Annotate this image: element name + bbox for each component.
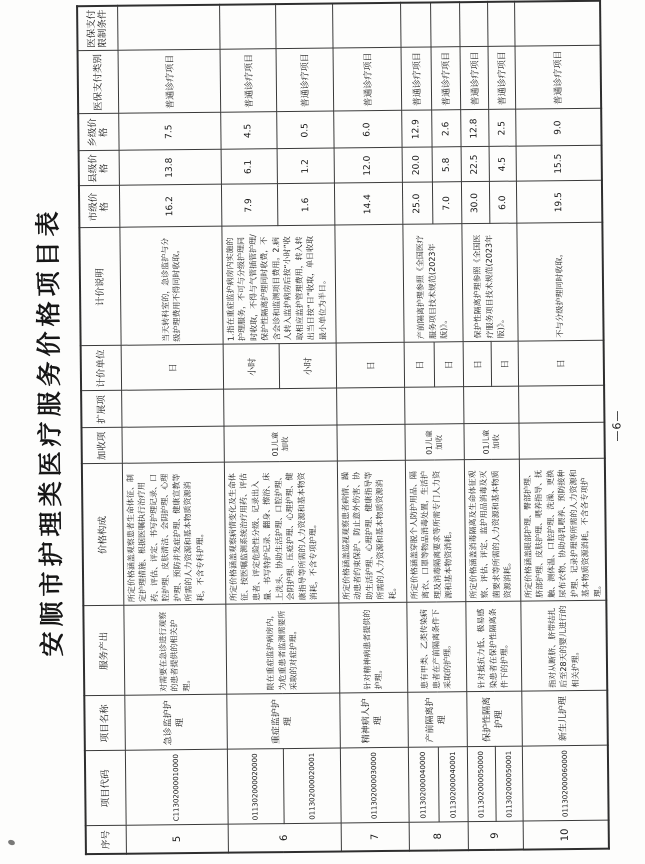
cell-r8b-city-price: 7.0	[432, 182, 461, 224]
cell-r8a-unit: 日	[404, 342, 434, 387]
col-header-unit: 计价单位	[81, 346, 121, 391]
col-header-pay-limit: 医保支付限制条件	[77, 6, 117, 51]
cell-r5-unit: 日	[121, 345, 223, 391]
cell-r8-note: 产前隔离护理参照《全国医疗服务项目技术规范(2023年版)》。	[402, 224, 462, 343]
cell-r5-name: 急诊监护护理	[124, 695, 227, 751]
cell-r9a-county-price: 22.5	[461, 147, 489, 182]
cell-r6a-code: 011302000020000	[227, 749, 284, 825]
cell-r9-output: 针对抵抗力低、极易感染患者在保护性隔离条件下的护理。	[465, 602, 521, 693]
cell-r5-surcharge	[121, 427, 223, 464]
cell-r10-extension	[518, 386, 604, 424]
col-header-extension: 扩展项	[81, 391, 121, 428]
cell-r10-county-price: 15.5	[516, 146, 602, 182]
cell-r5-no: 5	[126, 825, 228, 854]
cell-r7-unit: 日	[336, 343, 404, 389]
cell-r5-output: 对需要在急诊进行观察的患者提供的相关护理。	[123, 605, 226, 696]
cell-r8b-code: 011302000040001	[438, 747, 468, 822]
cell-r6a-pay-limit	[219, 4, 275, 50]
cell-r7-composition: 所定价格涵盖巡视观察患者病情、躁动患者约束保护、防止意外伤害、协助生活护理、心理护理、健康指导等所需的人力资源和基本物质资源消耗。	[337, 461, 406, 604]
cell-r6b-county-price: 1.2	[277, 149, 334, 185]
cell-r8a-city-price: 25.0	[402, 182, 432, 224]
cell-r10-note: 不与分级护理同时收取。	[516, 223, 603, 342]
cell-r6b-pay-type: 普通诊疗项目	[276, 49, 334, 113]
cell-r6-extension	[223, 389, 336, 427]
cell-r8b-pay-type: 普通诊疗项目	[431, 47, 461, 110]
price-table	[76, 0, 610, 855]
cell-r8-surcharge: 01儿童加收	[404, 424, 463, 461]
table-row	[332, 3, 409, 852]
cell-r6a-city-price: 7.9	[221, 184, 277, 227]
cell-r9b-unit: 日	[491, 342, 518, 387]
cell-r6-output: 限在重症监护病房内，为危重患者监测需要所采取的对症护理。	[225, 603, 339, 694]
cell-r9a-unit: 日	[463, 342, 491, 387]
cell-r6a-county-price: 6.1	[221, 149, 277, 185]
cell-r10-city-price: 19.5	[516, 181, 602, 224]
col-header-name: 项目名称	[84, 696, 125, 751]
cell-r10-pay-limit	[514, 1, 600, 47]
cell-r10-pay-type: 普通诊疗项目	[515, 46, 602, 110]
cell-r5-county-price: 13.8	[119, 150, 221, 186]
cell-r8a-code: 011302000040000	[408, 747, 439, 822]
cell-r6-no: 6	[228, 823, 341, 852]
cell-r9-composition: 所定价格涵盖消毒隔离及生命体征观察、评估、评定、监护用品消毒及灭菌要求等所需的人力资源和基本物质资源消耗。	[464, 460, 520, 603]
cell-r6a-unit: 小时	[223, 344, 279, 390]
cell-r9b-county-price: 4.5	[489, 147, 516, 182]
cell-r9b-code: 011302000050001	[495, 747, 523, 822]
cell-r6-composition: 所定价格涵盖观察病情变化及生命体征、按医嘱监测系统治疗用药、评估患者、评定危险性分级、记录出入量、书写特护记录、翻身、擦浴、床上洗头、协助生活护理、口腔护理、会阴护理、压疮护理、心理护理、健康指导等所需的人力资源和基本物资消耗，不含专项护理。	[224, 461, 338, 604]
col-header-output: 服务产出	[83, 606, 124, 696]
cell-r9-surcharge: 01儿童加收	[463, 424, 518, 461]
cell-r6-note: 1.指在重症监护病房内实施的护理服务，不可与分级护理同时收取，不得与气管插管护理/保护性隔离护理同时收费，不含会诊和监测项目费用。2.病人转入监护病房后按“小时”收取相应监护管理费用，转入转出当日按“日”收取，单日收取最小单位为半日。	[221, 226, 335, 345]
page-title: 安顺市护理类医疗服务价格项目表	[33, 206, 67, 657]
cell-r8b-pay-limit	[430, 2, 459, 47]
table-row	[219, 4, 284, 853]
cell-r10-code: 011302000060000	[522, 746, 609, 822]
col-header-no: 序号	[86, 826, 126, 854]
col-header-county-price: 县级价格	[79, 151, 119, 186]
cell-r9a-pay-type: 普通诊疗项目	[460, 47, 489, 110]
cell-r6b-unit: 小时	[279, 344, 336, 390]
cell-r7-name: 精神病人护理	[339, 693, 408, 749]
cell-r7-surcharge	[336, 425, 404, 462]
cell-r9-note: 保护性隔离护理参照《全国医疗服务项目技术规范(2023年版)》。	[461, 224, 517, 343]
cell-r7-code: 011302000030000	[340, 748, 409, 824]
cell-r5-code: C11302000010000	[125, 750, 228, 826]
cell-r5-composition: 所定价格涵盖观察患者生命体征、制定护理措施、根据医嘱执行治疗用药、评估、评定、书写护理记录、口腔护理、皮肤清洁、会阴护理、心理护理、预防并发症护理、健康宣教等所需的人力资源和基本物质资源消耗，不含专科护理。	[122, 463, 225, 606]
cell-r8-composition: 所定价格涵盖穿脱个人防护用品、隔离衣、口罩等物品消毒处置，生活护理及消毒隔离要求等所需专门人力资源和基本物资消耗。	[405, 460, 465, 603]
cell-r7-city-price: 14.4	[334, 183, 402, 226]
cell-r8b-county-price: 5.8	[432, 147, 461, 182]
col-header-surcharge: 加收项	[81, 428, 121, 464]
cell-r5-township-price: 7.5	[118, 113, 220, 151]
cell-r10-township-price: 9.0	[515, 109, 601, 147]
cell-r5-pay-limit	[117, 5, 219, 51]
cell-r5-city-price: 16.2	[119, 185, 221, 228]
cell-r8b-township-price: 2.6	[431, 110, 460, 147]
cell-r10-unit: 日	[518, 341, 604, 387]
cell-r9b-pay-limit	[487, 2, 514, 47]
col-header-pay-type: 医保支付类别	[78, 51, 119, 114]
cell-r7-pay-type: 普通诊疗项目	[333, 48, 402, 112]
cell-r7-county-price: 12.0	[334, 148, 402, 184]
cell-r8a-pay-limit	[400, 2, 430, 47]
cell-r9a-code: 011302000050000	[467, 747, 496, 822]
table-row	[117, 5, 228, 854]
cell-r9a-township-price: 12.8	[460, 110, 488, 147]
page-number: —6—	[610, 409, 624, 442]
cell-r5-pay-type: 普通诊疗项目	[118, 50, 221, 114]
cell-r7-pay-limit	[332, 3, 400, 49]
col-header-code: 项目代码	[85, 751, 126, 826]
cell-r10-output: 指对从断脐、脐带结扎后至28天的婴儿进行的相关护理。	[520, 601, 607, 692]
cell-r8-no: 8	[409, 822, 468, 851]
cell-r8a-county-price: 20.0	[402, 147, 432, 182]
cell-r7-extension	[336, 388, 404, 426]
cell-r6b-code: 011302000020001	[283, 748, 341, 824]
cell-r10-name: 新生儿护理	[521, 691, 608, 747]
table-row	[514, 1, 609, 850]
cell-r5-note: 当天转科室的，急诊监护与分级护理费用不得同时收取。	[119, 227, 222, 346]
cell-r9a-pay-limit	[459, 2, 487, 47]
cell-r6a-pay-type: 普通诊疗项目	[220, 49, 277, 113]
cell-r8-name: 产前隔离护理	[407, 692, 467, 748]
cell-r10-composition: 所定价格涵盖眼部护理、臀部护理、脐部护理、皮肤护理、喂养指导、抚触、测体温、口腔护理、洗澡、更换尿布衣物、协助母乳喂养、预防接种护理、记录护理等所需的人力资源和基本物质资源消耗，不含各专项护理。	[519, 459, 606, 602]
cell-r6a-township-price: 4.5	[220, 112, 276, 150]
col-header-composition: 价格构成	[82, 464, 123, 606]
cell-r7-output: 针对精神病患者提供的护理。	[338, 603, 407, 694]
cell-r5-extension	[121, 390, 223, 428]
cell-r9b-city-price: 6.0	[489, 182, 516, 224]
cell-r9b-pay-type: 普通诊疗项目	[488, 47, 516, 110]
col-header-city-price: 市级价格	[79, 186, 119, 228]
cell-r10-surcharge	[518, 423, 604, 460]
cell-r7-note	[334, 225, 403, 344]
cell-r8a-township-price: 12.9	[401, 110, 431, 147]
cell-r9-name: 保护性隔离护理	[466, 692, 522, 748]
cell-r6-name: 重症监护护理	[226, 693, 340, 749]
cell-r8-extension	[404, 387, 463, 425]
cell-r9-no: 9	[468, 822, 523, 851]
cell-r7-no: 7	[341, 823, 409, 852]
col-header-township-price: 乡级价格	[78, 114, 118, 151]
cell-r9b-township-price: 2.5	[488, 110, 515, 147]
cell-r6-surcharge: 01儿童加收	[223, 425, 336, 462]
cell-r8a-pay-type: 普通诊疗项目	[401, 47, 432, 110]
cell-r8-output: 患有甲类、乙类传染病患者在产前隔离条件下采取的护理。	[406, 602, 466, 693]
cell-r9-extension	[463, 387, 518, 425]
cell-r7-township-price: 6.0	[333, 111, 401, 149]
cell-r6b-city-price: 1.6	[277, 184, 334, 227]
cell-r6b-pay-limit	[275, 4, 332, 50]
cell-r10-no: 10	[523, 821, 609, 850]
col-header-note: 计价说明	[79, 228, 120, 346]
cell-r6b-township-price: 0.5	[276, 112, 333, 150]
cell-r8b-unit: 日	[434, 342, 463, 387]
cell-r9a-city-price: 30.0	[461, 182, 489, 224]
